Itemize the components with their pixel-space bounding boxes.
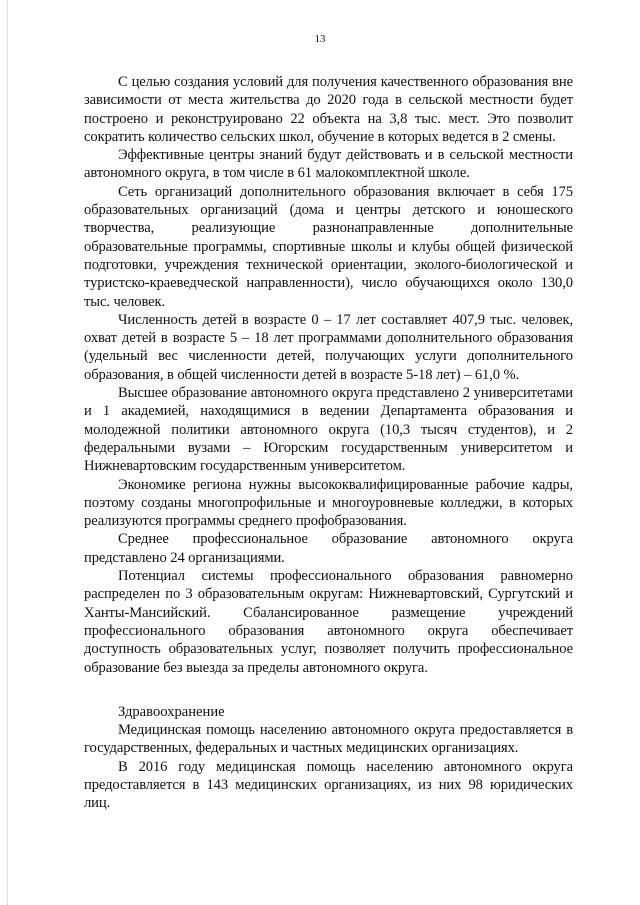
paragraph-secondary-vocational: Среднее профессиональное образование автономного округа представлено 24 организациями. [84, 531, 573, 566]
paragraph-additional-education-network: Сеть организаций дополнительного образования включает в себя 175 образовательных организаций (дома и центры детского и юношеского творчества, реализующие разнонаправленные дополнительные образовательные программы, спортивные школы и клубы общей физической подготовки, учреждения технической ориентации, эколого-биологической и туристско-краеведческой направленности), число обучающихся около 130,0 тыс. человек. [84, 183, 573, 310]
paragraph-medical-organizations-2016: В 2016 году медицинская помощь населению автономного округа предоставляется в 143 медицинских организациях, из них 98 юридических лиц. [84, 758, 573, 812]
paragraph-rural-schools: С целью создания условий для получения качественного образования вне зависимости от места жительства до 2020 года в сельской местности будет построено и реконструировано 22 объекта на 3,8 тыс. мест. Это позволит сократить количество сельских школ, обучение в которых ведется в 2 смены. [84, 74, 573, 145]
paragraph-vocational-potential: Потенциал системы профессионального образования равномерно распределен по 3 образовательным округам: Нижневартовский, Сургутский и Ханты-Мансийский. Сбалансированное размещение учреждений профессионального образования автономного округа обеспечивает доступность образовательных услуг, позволяет получить профессиональное образование без выезда за пределы автономного округа. [84, 568, 573, 676]
paragraph-knowledge-centers: Эффективные центры знаний будут действовать и в сельской местности автономного округа, в том числе в 61 малокомплектной школе. [84, 147, 573, 182]
page-number: 13 [314, 33, 326, 45]
document-body [84, 73, 573, 813]
paragraph-medical-care: Медицинская помощь населению автономного округа предоставляется в государственных, федеральных и частных медицинских организациях. [84, 722, 573, 757]
scan-edge-line [7, 0, 8, 905]
section-heading-healthcare: Здравоохранение [118, 703, 225, 720]
paragraph-higher-education: Высшее образование автономного округа представлено 2 университетами и 1 академией, находящимися в ведении Департамента образования и молодежной политики автономного округа (10,3 тысяч студентов), и 2 федеральными вузами – Югорским государственным университетом и Нижневартовским государственным университетом. [84, 385, 573, 475]
paragraph-colleges: Экономике региона нужны высококвалифицированные рабочие кадры, поэтому созданы многопрофильные и многоуровневые колледжи, в которых реализуются программы среднего профобразования. [84, 476, 573, 530]
paragraph-children-coverage: Численность детей в возрасте 0 – 17 лет составляет 407,9 тыс. человек, охват детей в возрасте 5 – 18 лет программами дополнительного образования (удельный вес численности детей, получающих услуги дополнительного образования, в общей численности детей в возрасте 5-18 лет) – 61,0 %. [84, 311, 573, 383]
